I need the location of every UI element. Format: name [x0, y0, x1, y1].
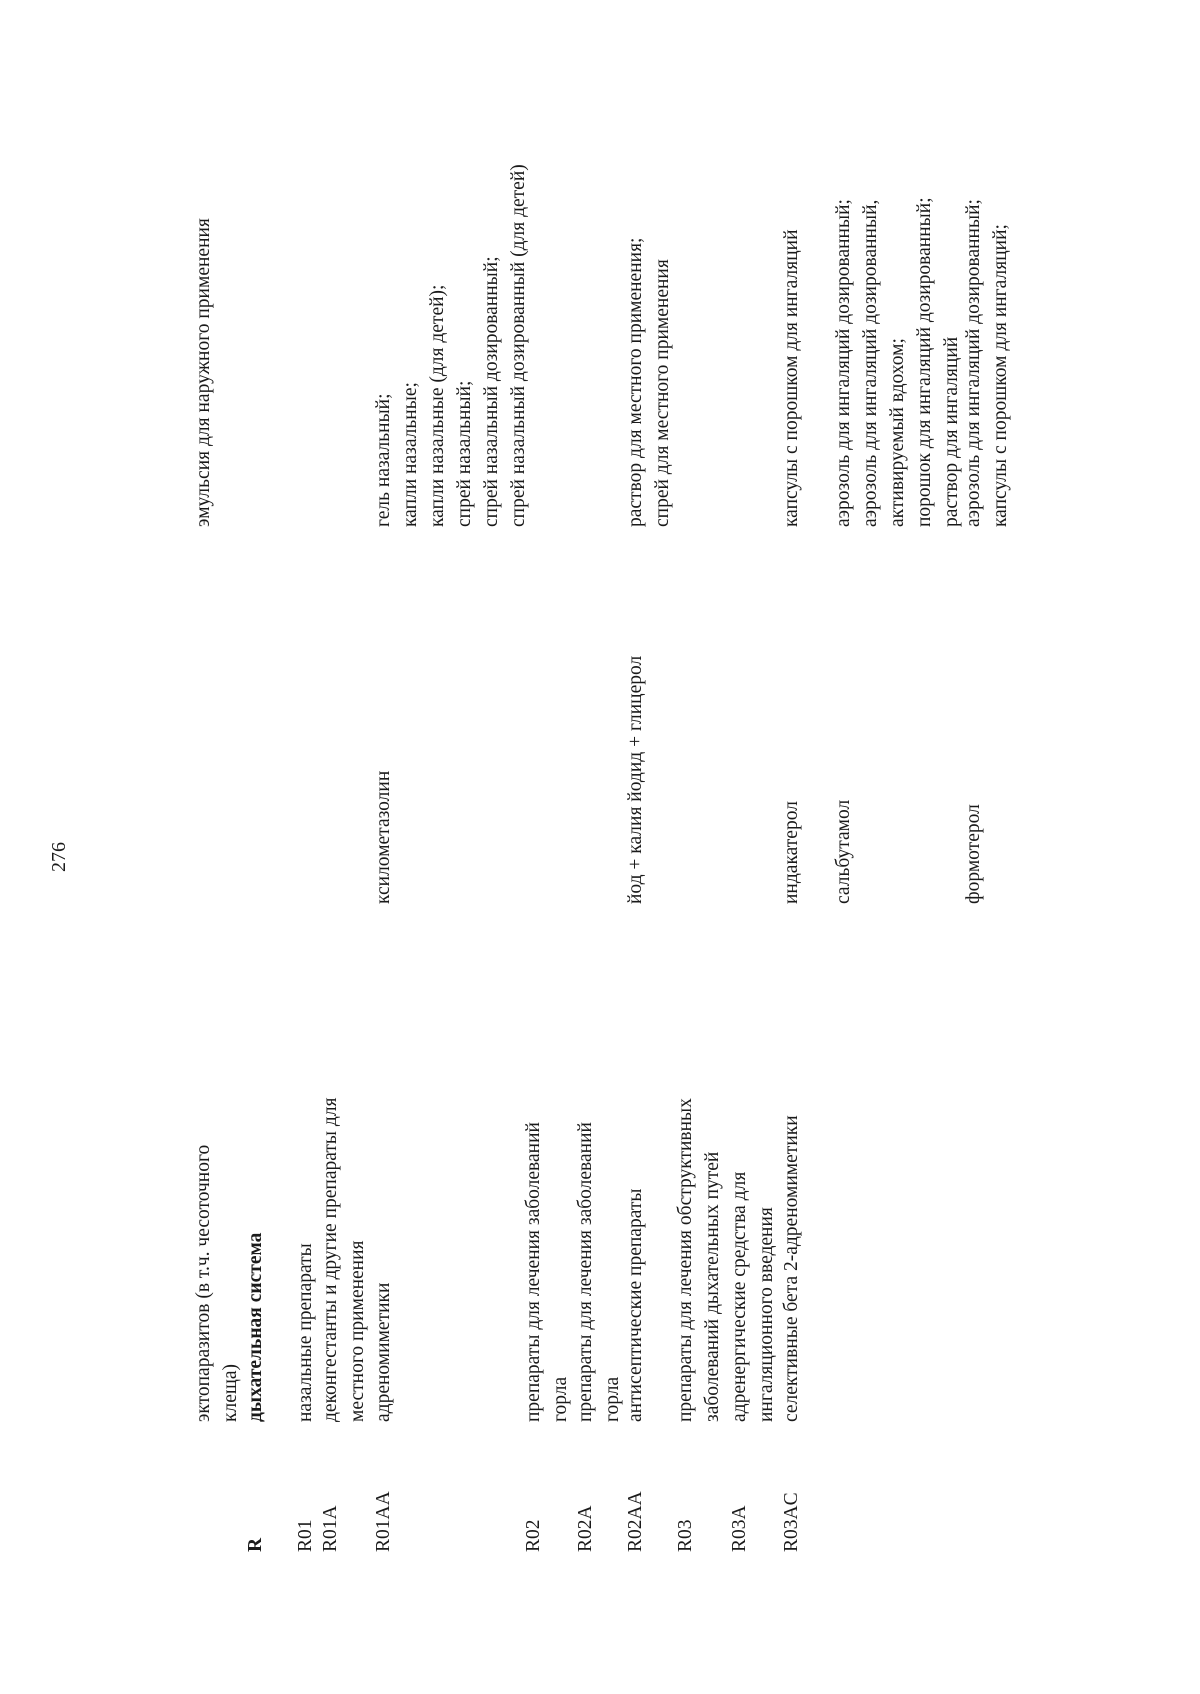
atc-code: R03A [729, 1505, 750, 1552]
description-line: заболеваний дыхательных путей [702, 1151, 723, 1422]
dosage-form-line: активируемый вдохом; [887, 338, 908, 527]
dosage-form-line: раствор для ингаляций [941, 336, 962, 527]
dosage-forms [622, 57, 676, 527]
description-line: антисептические препараты [625, 1188, 646, 1422]
description-line: горла [550, 1376, 571, 1422]
dosage-form-line: эмульсия для наружного применения [193, 218, 214, 527]
dosage-form-line: аэрозоль для ингаляций дозированный, [860, 199, 881, 527]
dosage-form-line: капсулы с порошком для ингаляций [781, 229, 802, 527]
atc-code: R02 [523, 1519, 544, 1552]
dosage-form-line: капсулы с порошком для ингаляций; [990, 224, 1011, 527]
description-line: адреномиметики [373, 1282, 394, 1422]
atc-code: R [245, 1537, 266, 1552]
dosage-form-line: раствор для местного применения; [625, 237, 646, 527]
anatomical-group-description [317, 982, 371, 1422]
description-line: дыхательная система [245, 1232, 266, 1422]
description-line: препараты для лечения заболеваний [575, 1122, 596, 1422]
dosage-form-line: спрей для местного применения [652, 259, 673, 527]
description-line: горла [602, 1376, 623, 1422]
dosage-form-line: порошок для ингаляций дозированный; [914, 197, 935, 527]
drug-name: индакатерол [781, 801, 802, 904]
dosage-forms [830, 57, 965, 527]
description-line: назальные препараты [295, 1243, 316, 1422]
anatomical-group-description [572, 982, 626, 1422]
dosage-form-line: спрей назальный дозированный; [481, 256, 502, 527]
atc-code: R02AA [625, 1491, 646, 1552]
dosage-form-line: капли назальные; [400, 382, 421, 527]
description-line: эктопаразитов (в т.ч. чесоточного [193, 1144, 214, 1422]
anatomical-group-description [622, 982, 649, 1422]
anatomical-group-description [520, 982, 574, 1422]
dosage-form-line: капли назальные (для детей); [427, 284, 448, 527]
dosage-form-line: спрей назальный; [454, 380, 475, 527]
description-line: ингаляционного введения [756, 1207, 777, 1422]
anatomical-group-description [242, 982, 269, 1422]
drug-name: формотерол [963, 804, 984, 904]
anatomical-group-description [778, 982, 805, 1422]
atc-code: R01A [320, 1505, 341, 1552]
atc-code: R03AC [781, 1492, 802, 1552]
description-line: препараты для лечения заболеваний [523, 1122, 544, 1422]
dosage-forms [370, 57, 532, 527]
description-line: местного применения [347, 1240, 368, 1422]
dosage-forms [960, 57, 1014, 527]
anatomical-group-description [292, 982, 319, 1422]
dosage-form-line: гель назальный; [373, 393, 394, 527]
description-line: препараты для лечения обструктивных [675, 1098, 696, 1422]
atc-code: R03 [675, 1519, 696, 1552]
dosage-form-line: спрей назальный дозированный (для детей) [508, 164, 529, 527]
dosage-form-line: аэрозоль для ингаляций дозированный; [963, 199, 984, 527]
drug-name: йод + калия йодид + глицерол [625, 655, 646, 904]
anatomical-group-description [726, 982, 780, 1422]
drug-name: ксилометазолин [373, 770, 394, 904]
description-line: селективные бета 2-адреномиметики [781, 1115, 802, 1422]
atc-code: R02A [575, 1505, 596, 1552]
anatomical-group-description [190, 982, 244, 1422]
atc-code: R01AA [373, 1491, 394, 1552]
drug-name: сальбутамол [833, 799, 854, 904]
rotated-landscape-content [40, 42, 1160, 1652]
atc-code: R01 [295, 1519, 316, 1552]
description-line: адренергические средства для [729, 1171, 750, 1422]
anatomical-group-description [370, 982, 397, 1422]
anatomical-group-description [672, 982, 726, 1422]
dosage-form-line: аэрозоль для ингаляций дозированный; [833, 199, 854, 527]
description-line: деконгестанты и другие препараты для [320, 1097, 341, 1422]
page-number: 276 [48, 842, 70, 872]
dosage-forms [190, 57, 217, 527]
description-line: клеща) [220, 1363, 241, 1422]
dosage-forms [778, 57, 805, 527]
